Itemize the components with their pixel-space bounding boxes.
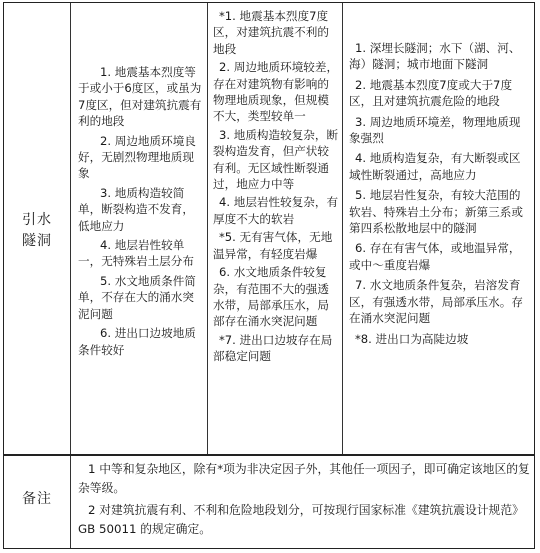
moderate-condition-item: *5. 无有害气体，无地温异常，有轻度岩爆 (213, 230, 333, 261)
moderate-condition-item: 2. 周边地质环境较差，存在对建筑物有影响的物理地质现象，但规模不大，类型较单一 (213, 60, 339, 124)
favorable-condition-item: 5. 水文地质条件简单，不存在大的涌水突泥问题 (78, 273, 196, 321)
complex-condition-item: 1. 深埋长隧洞；水下（湖、河、海）隧洞；城市地面下隧洞 (349, 41, 521, 72)
complex-condition-item: 2. 地震基本烈度7度或大于7度区，且对建筑抗震危险的地段 (349, 77, 513, 109)
moderate-conditions-column (213, 8, 340, 365)
notes-label: 备注 (22, 491, 52, 507)
complex-condition-item: 6. 存在有害气体，或地温异常，或中～重度岩爆 (349, 241, 521, 272)
moderate-condition-item: 3. 地质构造较复杂，断裂构造发育，但产状较有利。无区域性断裂通过，地应力中等 (213, 127, 339, 192)
column-divider (207, 3, 208, 455)
complex-condition-item: 3. 周边地质环境差，物理地质现象强烈 (349, 114, 521, 146)
notes-text (78, 460, 532, 539)
moderate-condition-item: 6. 水文地质条件较复杂，有范围不大的强透水带，局部承压水，局部存在涌水突泥问题 (213, 265, 329, 329)
favorable-condition-item: 1. 地震基本烈度等于或小于6度区，或虽为7度区，但对建筑抗震有利的地段 (78, 65, 202, 129)
row-label-line-1: 引水 (22, 212, 52, 228)
row-label (8, 210, 66, 252)
row-divider (3, 454, 535, 456)
moderate-condition-item: 4. 地层岩性较复杂，有厚度不大的软岩 (213, 195, 339, 226)
complex-condition-item: 5. 地层岩性复杂，有较大范围的软岩、特殊岩土分布；新第三系或第四系松散地层中的隧洞 (349, 188, 523, 236)
favorable-condition-item: 6. 进出口边坡地质条件较好 (78, 326, 196, 357)
favorable-condition-item: 3. 地质构造较简单，断裂构造不发育，低地应力 (78, 185, 194, 233)
moderate-condition-item: *7. 进出口边坡存在局部稳定问题 (213, 332, 333, 364)
note-1: 1 中等和复杂地区，除有*项为非决定因子外，其他任一项因子，即可确定该地区的复杂等级。 (78, 462, 530, 495)
favorable-conditions-column (78, 64, 205, 358)
column-divider (342, 3, 343, 455)
moderate-condition-item: *1. 地震基本烈度7度区，对建筑抗震不利的地段 (213, 9, 329, 56)
favorable-condition-item: 2. 周边地质环境良好，无剧烈物理地质现象 (78, 133, 196, 181)
complex-condition-item: 4. 地质构造复杂，有大断裂或区域性断裂通过，高地应力 (349, 151, 521, 182)
column-divider (70, 3, 71, 548)
row-label-line-2: 隧洞 (22, 233, 52, 249)
complex-conditions-column (349, 40, 530, 347)
favorable-condition-item: 4. 地层岩性较单一，无特殊岩土层分布 (78, 238, 194, 269)
complex-condition-item: 7. 水文地质条件复杂，岩溶发育区，有强透水带，局部承压水。存在涌水突泥问题 (349, 278, 523, 326)
complex-condition-item: *8. 进出口为高陡边坡 (355, 331, 469, 346)
note-2: 2 对建筑抗震有利、不利和危险地段划分，可按现行国家标准《建筑抗震设计规范》GB 50011 的规定确定。 (78, 503, 524, 536)
